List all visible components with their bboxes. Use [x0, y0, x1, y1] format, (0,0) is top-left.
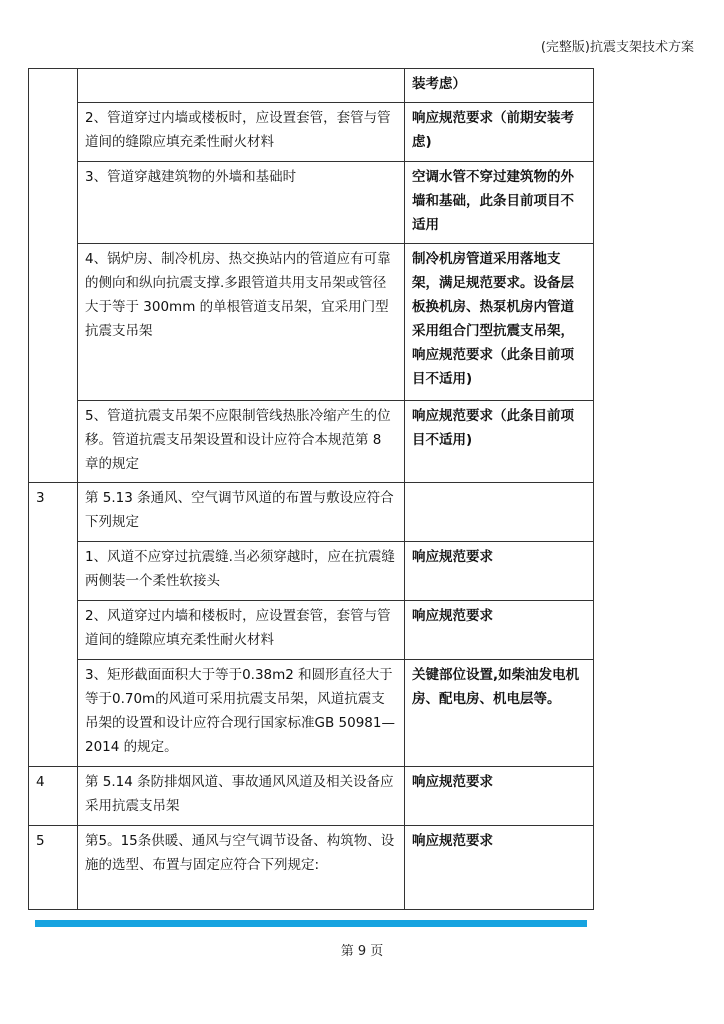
clause-cell: 4、锅炉房、制冷机房、热交换站内的管道应有可靠的侧向和纵向抗震支撑.多跟管道共用支吊架或管径大于等于 300mm 的单根管道支吊架，宜采用门型抗震支吊架 — [78, 244, 405, 401]
clause-cell: 3、矩形截面面积大于等于0.38m2 和圆形直径大于等于0.70m的风道可采用抗震支吊架，风道抗震支吊架的设置和设计应符合现行国家标准GB 50981—2014 的规定。 — [78, 660, 405, 767]
clause-cell: 3、管道穿越建筑物的外墙和基础时 — [78, 162, 405, 244]
response-cell: 关键部位设置,如柴油发电机房、配电房、机电层等。 — [405, 660, 594, 767]
clause-cell: 2、风道穿过内墙和楼板时，应设置套管，套管与管道间的缝隙应填充柔性耐火材料 — [78, 601, 405, 660]
response-cell: 响应规范要求 — [405, 601, 594, 660]
row-number-cell: 4 — [29, 767, 78, 826]
document-header-title: (完整版)抗震支架技术方案 — [540, 40, 694, 55]
compliance-table — [28, 68, 594, 910]
row-number-cell — [29, 69, 78, 483]
table-row — [29, 162, 594, 244]
footer-accent-bar — [35, 920, 587, 927]
clause-cell: 1、风道不应穿过抗震缝.当必须穿越时，应在抗震缝两侧装一个柔性软接头 — [78, 542, 405, 601]
row-number-cell: 5 — [29, 826, 78, 910]
response-cell: 响应规范要求（前期安装考虑) — [405, 103, 594, 162]
clause-cell: 第5。15条供暖、通风与空气调节设备、构筑物、设施的选型、布置与固定应符合下列规定: — [78, 826, 405, 910]
clause-cell: 2、管道穿过内墙或楼板时，应设置套管，套管与管道间的缝隙应填充柔性耐火材料 — [78, 103, 405, 162]
table-row — [29, 483, 594, 542]
response-cell: 制冷机房管道采用落地支架，满足规范要求。设备层板换机房、热泵机房内管道采用组合门型抗震支吊架，响应规范要求（此条目前项目不适用) — [405, 244, 594, 401]
table-row — [29, 401, 594, 483]
table-row — [29, 103, 594, 162]
response-cell: 装考虑） — [405, 69, 594, 103]
response-cell: 响应规范要求（此条目前项目不适用) — [405, 401, 594, 483]
response-cell: 空调水管不穿过建筑物的外墙和基础，此条目前项目不适用 — [405, 162, 594, 244]
table-row — [29, 542, 594, 601]
page-number: 第 9 页 — [340, 944, 384, 959]
response-cell: 响应规范要求 — [405, 542, 594, 601]
clause-cell: 第 5.14 条防排烟风道、事故通风风道及相关设备应采用抗震支吊架 — [78, 767, 405, 826]
table-row — [29, 660, 594, 767]
table-row — [29, 826, 594, 910]
response-cell: 响应规范要求 — [405, 826, 594, 910]
table-row — [29, 69, 594, 103]
table-row — [29, 244, 594, 401]
clause-cell: 5、管道抗震支吊架不应限制管线热胀冷缩产生的位移。管道抗震支吊架设置和设计应符合本规范第 8 章的规定 — [78, 401, 405, 483]
table-row — [29, 767, 594, 826]
table-row — [29, 601, 594, 660]
row-number-cell: 3 — [29, 483, 78, 767]
response-cell — [405, 483, 594, 542]
clause-cell: 第 5.13 条通风、空气调节风道的布置与敷设应符合下列规定 — [78, 483, 405, 542]
response-cell: 响应规范要求 — [405, 767, 594, 826]
clause-cell — [78, 69, 405, 103]
